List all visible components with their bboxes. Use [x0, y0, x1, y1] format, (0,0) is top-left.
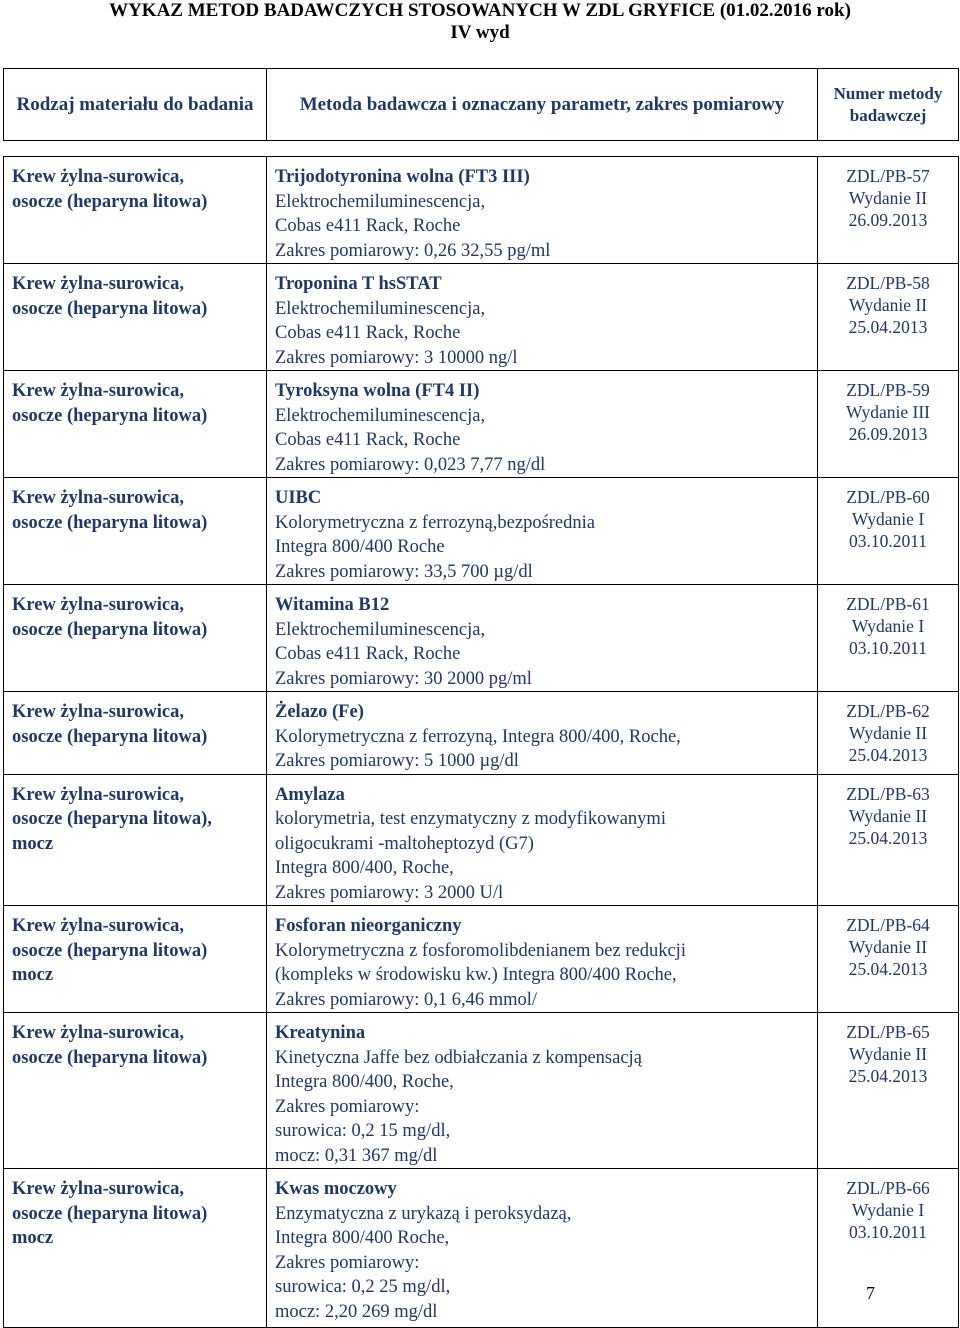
material-line: osocze (heparyna litowa): [12, 191, 208, 212]
method-number-line: Wydanie I: [851, 509, 925, 529]
method-detail-line: Zakres pomiarowy: 0,1 6,46 mmol/: [275, 989, 538, 1010]
method-cell: [267, 692, 818, 775]
method-number-line: Wydanie II: [848, 188, 928, 208]
method-detail-line: Elektrochemiluminescencja,: [275, 405, 486, 426]
material-cell: [4, 371, 267, 478]
method-detail-line: Elektrochemiluminescencja,: [275, 298, 486, 319]
method-number-cell: [818, 371, 959, 478]
method-detail-line: Kolorymetryczna z ferrozyną,bezpośrednia: [275, 512, 595, 533]
method-detail-line: Kolorymetryczna z fosforomolibdenianem bez redukcji: [275, 940, 686, 961]
header-table: [3, 68, 959, 141]
method-number-line: ZDL/PB-61: [846, 594, 930, 614]
method-detail-line: Elektrochemiluminescencja,: [275, 619, 486, 640]
material-line: osocze (heparyna litowa): [12, 405, 208, 426]
method-cell: [267, 157, 818, 264]
method-number-line: 25.04.2013: [848, 745, 928, 765]
method-name: UIBC: [275, 488, 322, 508]
material-cell: [4, 906, 267, 1013]
method-number-line: ZDL/PB-57: [846, 166, 930, 186]
method-number-line: Wydanie II: [848, 1044, 928, 1064]
method-number-line: Wydanie II: [848, 723, 928, 743]
method-cell: [267, 478, 818, 585]
method-number-cell: [818, 906, 959, 1013]
methods-table: [3, 156, 959, 1328]
method-name: Kreatynina: [275, 1023, 366, 1043]
method-number-line: 25.04.2013: [848, 827, 928, 848]
method-number-cell: [818, 478, 959, 585]
method-number-line: Wydanie II: [848, 937, 928, 957]
table-row: [4, 157, 959, 264]
method-name: Kwas moczowy: [275, 1179, 397, 1199]
table-row: [4, 692, 959, 775]
method-number-line: ZDL/PB-63: [846, 783, 930, 804]
material-line: Krew żylna-surowica,: [12, 274, 184, 294]
method-number-line: ZDL/PB-58: [846, 273, 930, 293]
title-line-2: IV wyd: [450, 22, 510, 43]
material-line: Krew żylna-surowica,: [12, 488, 184, 508]
method-number-line: ZDL/PB-65: [846, 1022, 930, 1042]
material-line: Krew żylna-surowica,: [12, 916, 184, 936]
method-detail-line: mocz: 0,31 367 mg/dl: [275, 1145, 438, 1166]
method-number-line: 26.09.2013: [848, 210, 928, 230]
method-name: Troponina T hsSTAT: [275, 274, 442, 294]
method-detail-line: Zakres pomiarowy: 0,023 7,77 ng/dl: [275, 454, 546, 475]
method-number-line: Wydanie I: [851, 1200, 925, 1220]
method-detail-line: (kompleks w środowisku kw.) Integra 800/400 Roche,: [275, 965, 677, 985]
method-detail-line: Integra 800/400, Roche,: [275, 858, 454, 878]
header-number: Numer metody badawczej: [818, 69, 959, 141]
material-cell: [4, 1013, 267, 1169]
method-detail-line: Enzymatyczna z urykazą i peroksydazą,: [275, 1203, 572, 1224]
method-detail-line: Cobas e411 Rack, Roche: [275, 323, 461, 343]
header-method: Metoda badawcza i oznaczany parametr, zakres pomiarowy: [267, 69, 818, 141]
material-line: Krew żylna-surowica,: [12, 595, 184, 615]
method-detail-line: Zakres pomiarowy: 33,5 700 µg/dl: [275, 561, 533, 582]
table-row: [4, 1013, 959, 1169]
table-row: [4, 371, 959, 478]
method-detail-line: Kolorymetryczna z ferrozyną, Integra 800/400, Roche,: [275, 726, 681, 747]
method-number-line: 03.10.2011: [848, 1222, 928, 1242]
method-number-line: 26.09.2013: [848, 424, 928, 444]
method-cell: [267, 264, 818, 371]
method-cell: [267, 371, 818, 478]
method-number-cell: [818, 774, 959, 906]
method-detail-line: Zakres pomiarowy: 30 2000 pg/ml: [275, 668, 532, 689]
method-number-cell: [818, 1013, 959, 1169]
method-detail-line: Integra 800/400 Roche: [275, 537, 445, 557]
material-cell: [4, 774, 267, 906]
material-cell: [4, 264, 267, 371]
method-number-line: Wydanie III: [846, 402, 930, 422]
method-detail-line: Integra 800/400, Roche,: [275, 1072, 454, 1092]
method-name: Tyroksyna wolna (FT4 II): [275, 381, 480, 401]
method-detail-line: kolorymetria, test enzymatyczny z modyfikowanymi: [275, 809, 666, 829]
method-detail-line: Zakres pomiarowy: 0,26 32,55 pg/ml: [275, 240, 551, 261]
material-line: osocze (heparyna litowa): [12, 619, 208, 640]
method-detail-line: Cobas e411 Rack, Roche: [275, 216, 461, 236]
method-number-cell: [818, 157, 959, 264]
method-number-line: ZDL/PB-66: [846, 1178, 930, 1198]
method-detail-line: Cobas e411 Rack, Roche: [275, 644, 461, 664]
table-row: [4, 264, 959, 371]
table-row: [4, 774, 959, 906]
method-number-line: ZDL/PB-64: [846, 915, 930, 935]
material-line: osocze (heparyna litowa): [12, 512, 208, 533]
method-detail-line: Integra 800/400 Roche,: [275, 1228, 450, 1248]
method-detail-line: surowica: 0,2 15 mg/dl,: [275, 1121, 451, 1141]
material-line: Krew żylna-surowica,: [12, 784, 184, 805]
material-cell: [4, 692, 267, 775]
material-cell: [4, 157, 267, 264]
method-number-line: Wydanie I: [851, 616, 925, 636]
method-detail-line: Zakres pomiarowy: 3 2000 U/l: [275, 882, 504, 903]
method-cell: [267, 1013, 818, 1169]
method-number-line: ZDL/PB-62: [846, 701, 930, 721]
table-row: [4, 906, 959, 1013]
material-line: osocze (heparyna litowa): [12, 940, 208, 961]
method-cell: [267, 906, 818, 1013]
material-line: mocz: [12, 965, 54, 985]
material-line: osocze (heparyna litowa): [12, 1047, 208, 1068]
method-detail-line: mocz: 2,20 269 mg/dl: [275, 1301, 438, 1322]
method-detail-line: Zakres pomiarowy:: [275, 1252, 420, 1273]
title-line-1: WYKAZ METOD BADAWCZYCH STOSOWANYCH W ZDL GRYFICE (01.02.2016 rok): [109, 0, 851, 21]
method-name: Witamina B12: [275, 595, 390, 615]
method-number-cell: [818, 692, 959, 775]
material-line: osocze (heparyna litowa): [12, 298, 208, 319]
method-name: Żelazo (Fe): [275, 702, 364, 722]
method-number-line: Wydanie II: [848, 295, 928, 315]
material-line: Krew żylna-surowica,: [12, 1023, 184, 1043]
material-line: Krew żylna-surowica,: [12, 702, 184, 722]
material-line: Krew żylna-surowica,: [12, 1179, 184, 1199]
method-number-cell: [818, 264, 959, 371]
method-detail-line: surowica: 0,2 25 mg/dl,: [275, 1277, 451, 1297]
material-line: Krew żylna-surowica,: [12, 167, 184, 187]
method-name: Fosforan nieorganiczny: [275, 916, 462, 936]
method-detail-line: oligocukrami -maltoheptozyd (G7): [275, 833, 534, 854]
method-cell: [267, 585, 818, 692]
method-detail-line: Kinetyczna Jaffe bez odbiałczania z kompensacją: [275, 1047, 642, 1068]
method-detail-line: Elektrochemiluminescencja,: [275, 191, 486, 212]
method-number-line: 03.10.2011: [848, 531, 928, 551]
material-line: osocze (heparyna litowa),: [12, 809, 212, 829]
method-number-cell: [818, 585, 959, 692]
material-line: osocze (heparyna litowa): [12, 726, 208, 747]
method-number-line: 25.04.2013: [848, 959, 928, 979]
method-number-line: ZDL/PB-60: [846, 487, 930, 507]
method-detail-line: Zakres pomiarowy:: [275, 1096, 420, 1117]
table-row: [4, 585, 959, 692]
document-title: [0, 0, 960, 44]
material-cell: [4, 585, 267, 692]
page-number: 7: [866, 1283, 875, 1303]
method-name: Trijodotyronina wolna (FT3 III): [275, 167, 530, 187]
material-line: Krew żylna-surowica,: [12, 381, 184, 401]
method-number-line: ZDL/PB-59: [846, 380, 930, 400]
table-row: [4, 478, 959, 585]
header-material: Rodzaj materiału do badania: [4, 69, 267, 141]
material-line: mocz: [12, 1228, 54, 1248]
method-number-line: 03.10.2011: [848, 638, 928, 658]
material-cell: [4, 478, 267, 585]
material-line: mocz: [12, 833, 54, 854]
method-detail-line: Cobas e411 Rack, Roche: [275, 430, 461, 450]
method-cell: [267, 774, 818, 906]
method-detail-line: Zakres pomiarowy: 3 10000 ng/l: [275, 347, 518, 368]
method-detail-line: Zakres pomiarowy: 5 1000 µg/dl: [275, 751, 519, 771]
method-number-line: 25.04.2013: [848, 317, 928, 337]
material-line: osocze (heparyna litowa): [12, 1203, 208, 1224]
method-number-line: Wydanie II: [848, 805, 928, 826]
method-number-line: 25.04.2013: [848, 1066, 928, 1086]
method-name: Amylaza: [275, 784, 345, 805]
